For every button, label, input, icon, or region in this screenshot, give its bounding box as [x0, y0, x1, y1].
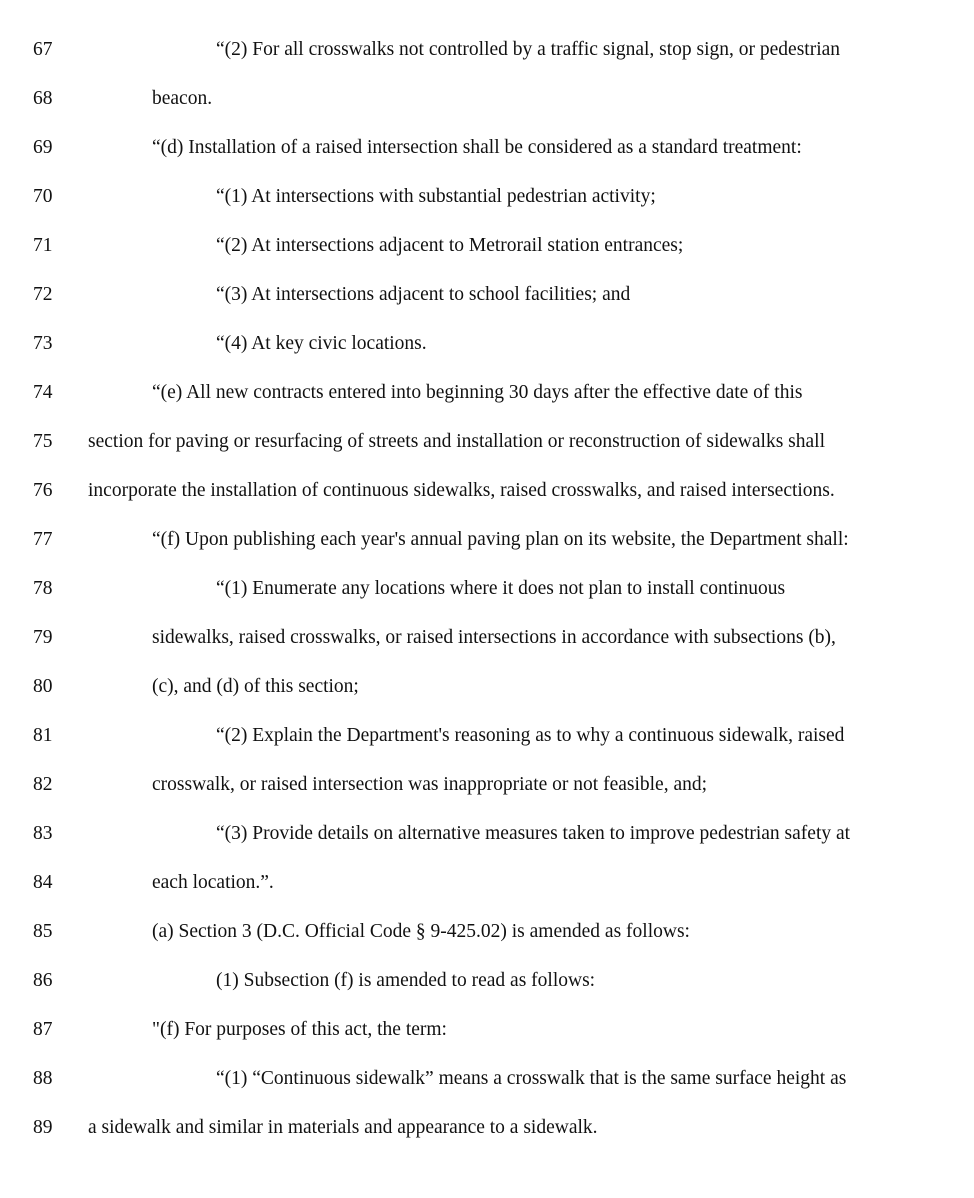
line-text: crosswalk, or raised intersection was inappropriate or not feasible, and;: [152, 774, 708, 795]
line-number: 72: [33, 284, 53, 305]
document-line: [0, 283, 974, 332]
line-text: “(3) At intersections adjacent to school facilities; and: [216, 284, 631, 305]
line-text: “(1) Enumerate any locations where it does not plan to install continuous: [216, 578, 786, 599]
line-text: “(1) At intersections with substantial pedestrian activity;: [216, 186, 656, 207]
document-line: [0, 626, 974, 675]
line-text: (a) Section 3 (D.C. Official Code § 9-425.02) is amended as follows:: [152, 921, 690, 942]
document-line: [0, 479, 974, 528]
line-number: 82: [33, 774, 53, 795]
line-text: “(4) At key civic locations.: [216, 333, 427, 354]
line-text: “(f) Upon publishing each year's annual paving plan on its website, the Department shall:: [152, 529, 849, 550]
document-line: [0, 577, 974, 626]
line-number: 71: [33, 235, 53, 256]
line-number: 79: [33, 627, 53, 648]
line-number: 78: [33, 578, 53, 599]
line-text: sidewalks, raised crosswalks, or raised intersections in accordance with subsections (b),: [152, 627, 836, 648]
line-text: “(e) All new contracts entered into beginning 30 days after the effective date of this: [152, 382, 803, 403]
document-line: [0, 822, 974, 871]
document-line: [0, 430, 974, 479]
document-line: [0, 1018, 974, 1067]
line-number: 73: [33, 333, 53, 354]
line-number: 76: [33, 480, 53, 501]
line-text: each location.”.: [152, 872, 274, 893]
line-text: “(3) Provide details on alternative measures taken to improve pedestrian safety at: [216, 823, 851, 844]
line-text: section for paving or resurfacing of streets and installation or reconstruction of sidewalks shall: [88, 431, 826, 452]
line-text: "(f) For purposes of this act, the term:: [152, 1019, 447, 1040]
document-line: [0, 724, 974, 773]
line-number: 83: [33, 823, 53, 844]
line-text: “(1) “Continuous sidewalk” means a crosswalk that is the same surface height as: [216, 1068, 847, 1089]
line-number: 89: [33, 1117, 53, 1138]
line-number: 69: [33, 137, 53, 158]
document-line: [0, 871, 974, 920]
line-text: (1) Subsection (f) is amended to read as follows:: [216, 970, 596, 991]
document-line: [0, 332, 974, 381]
line-number: 70: [33, 186, 53, 207]
line-number: 77: [33, 529, 53, 550]
line-number: 75: [33, 431, 53, 452]
document-line: [0, 675, 974, 724]
line-number: 67: [33, 39, 53, 60]
line-number: 88: [33, 1068, 53, 1089]
line-text: “(2) For all crosswalks not controlled by a traffic signal, stop sign, or pedestrian: [216, 39, 841, 60]
line-number: 80: [33, 676, 53, 697]
document-line: [0, 1067, 974, 1116]
line-number: 84: [33, 872, 53, 893]
line-number: 68: [33, 88, 53, 109]
document-line: [0, 920, 974, 969]
line-text: (c), and (d) of this section;: [152, 676, 359, 697]
document-line: [0, 234, 974, 283]
document-line: [0, 87, 974, 136]
line-text: incorporate the installation of continuous sidewalks, raised crosswalks, and raised intersections.: [88, 480, 835, 501]
document-line: [0, 381, 974, 430]
line-number: 87: [33, 1019, 53, 1040]
line-text: “(d) Installation of a raised intersection shall be considered as a standard treatment:: [152, 137, 802, 158]
line-text: “(2) At intersections adjacent to Metrorail station entrances;: [216, 235, 684, 256]
line-text: “(2) Explain the Department's reasoning as to why a continuous sidewalk, raised: [216, 725, 845, 746]
line-number: 85: [33, 921, 53, 942]
line-number: 74: [33, 382, 53, 403]
document-line: [0, 136, 974, 185]
document-line: [0, 773, 974, 822]
line-text: a sidewalk and similar in materials and appearance to a sidewalk.: [88, 1117, 598, 1138]
document-line: [0, 528, 974, 577]
document-line: [0, 1116, 974, 1165]
document-line: [0, 38, 974, 87]
line-number: 86: [33, 970, 53, 991]
line-number: 81: [33, 725, 53, 746]
document-line: [0, 185, 974, 234]
document-line: [0, 969, 974, 1018]
line-text: beacon.: [152, 88, 213, 109]
